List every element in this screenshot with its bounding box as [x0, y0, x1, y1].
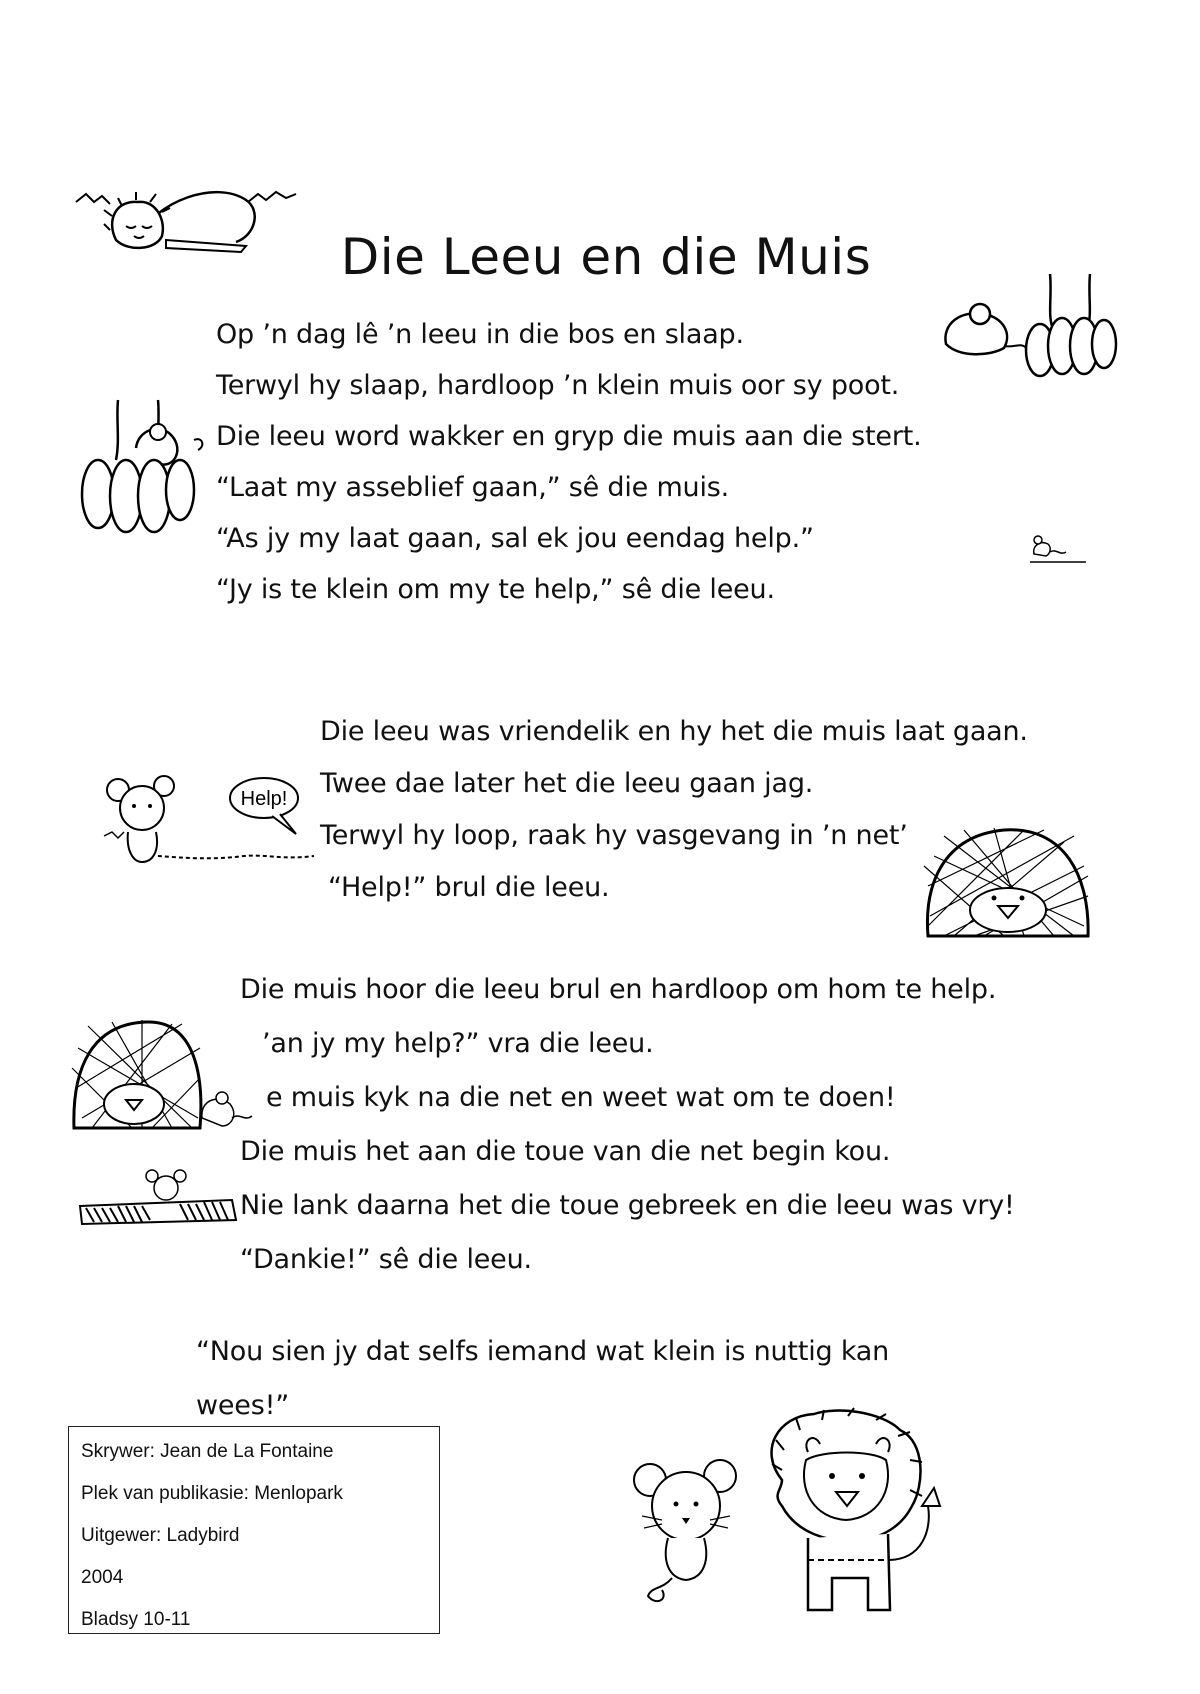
story-line: Die leeu word wakker en gryp die muis aan die stert. [216, 421, 922, 452]
story-line: “As jy my laat gaan, sal ek jou eendag help.” [216, 523, 814, 554]
publisher-text: Uitgewer: Ladybird [81, 1525, 240, 1546]
story-line: Die muis het aan die toue van die net begin kou. [240, 1136, 891, 1167]
mouse-on-paw-icon [940, 274, 1120, 384]
story-line: Terwyl hy slaap, hardloop ’n klein muis oor sy poot. [216, 370, 900, 401]
paw-holding-mouse-icon [76, 400, 216, 540]
story-line: Terwyl hy loop, raak hy vasgevang in ’n net’ [320, 820, 908, 851]
pages-text: Bladsy 10-11 [81, 1609, 191, 1630]
story-line: ’an jy my help?” vra die leeu. [262, 1028, 654, 1059]
story-line: “Help!” brul die leeu. [328, 872, 610, 903]
story-line: Nie lank daarna het die toue gebreek en die leeu was vry! [240, 1190, 1015, 1221]
story-line: e muis kyk na die net en weet wat om te doen! [266, 1082, 896, 1113]
help-bubble-text: Help! [240, 788, 288, 810]
mouse-and-lion-friends-icon [632, 1410, 992, 1626]
story-line: “Dankie!” sê die leeu. [240, 1244, 532, 1275]
author-text: Skrywer: Jean de La Fontaine [81, 1441, 334, 1462]
lion-in-net-with-mouse-icon [72, 1018, 262, 1130]
story-line: Op ’n dag lê ’n leeu in die bos en slaap. [216, 319, 744, 350]
lion-in-net-icon [924, 826, 1092, 938]
sleeping-lion-icon [76, 180, 296, 260]
year-text: 2004 [81, 1567, 124, 1588]
story-line: Twee dae later het die leeu gaan jag. [320, 768, 814, 799]
story-line: “Jy is te klein om my te help,” sê die leeu. [216, 574, 775, 605]
story-line: Die leeu was vriendelik en hy het die muis laat gaan. [320, 716, 1028, 747]
place-text: Plek van publikasie: Menlopark [81, 1483, 343, 1504]
bibliography-box [68, 1426, 440, 1634]
story-title: Die Leeu en die Muis [340, 228, 872, 286]
story-line: Die muis hoor die leeu brul en hardloop om hom te help. [240, 974, 997, 1005]
moral-line: “Nou sien jy dat selfs iemand wat klein is nuttig kan [196, 1336, 890, 1367]
story-line: “Laat my asseblief gaan,” sê die muis. [216, 472, 730, 503]
small-mouse-icon [1030, 534, 1090, 564]
mouse-chewing-rope-icon [80, 1168, 240, 1228]
mouse-with-help-bubble-icon [104, 776, 324, 886]
moral-line: wees!” [196, 1390, 289, 1421]
